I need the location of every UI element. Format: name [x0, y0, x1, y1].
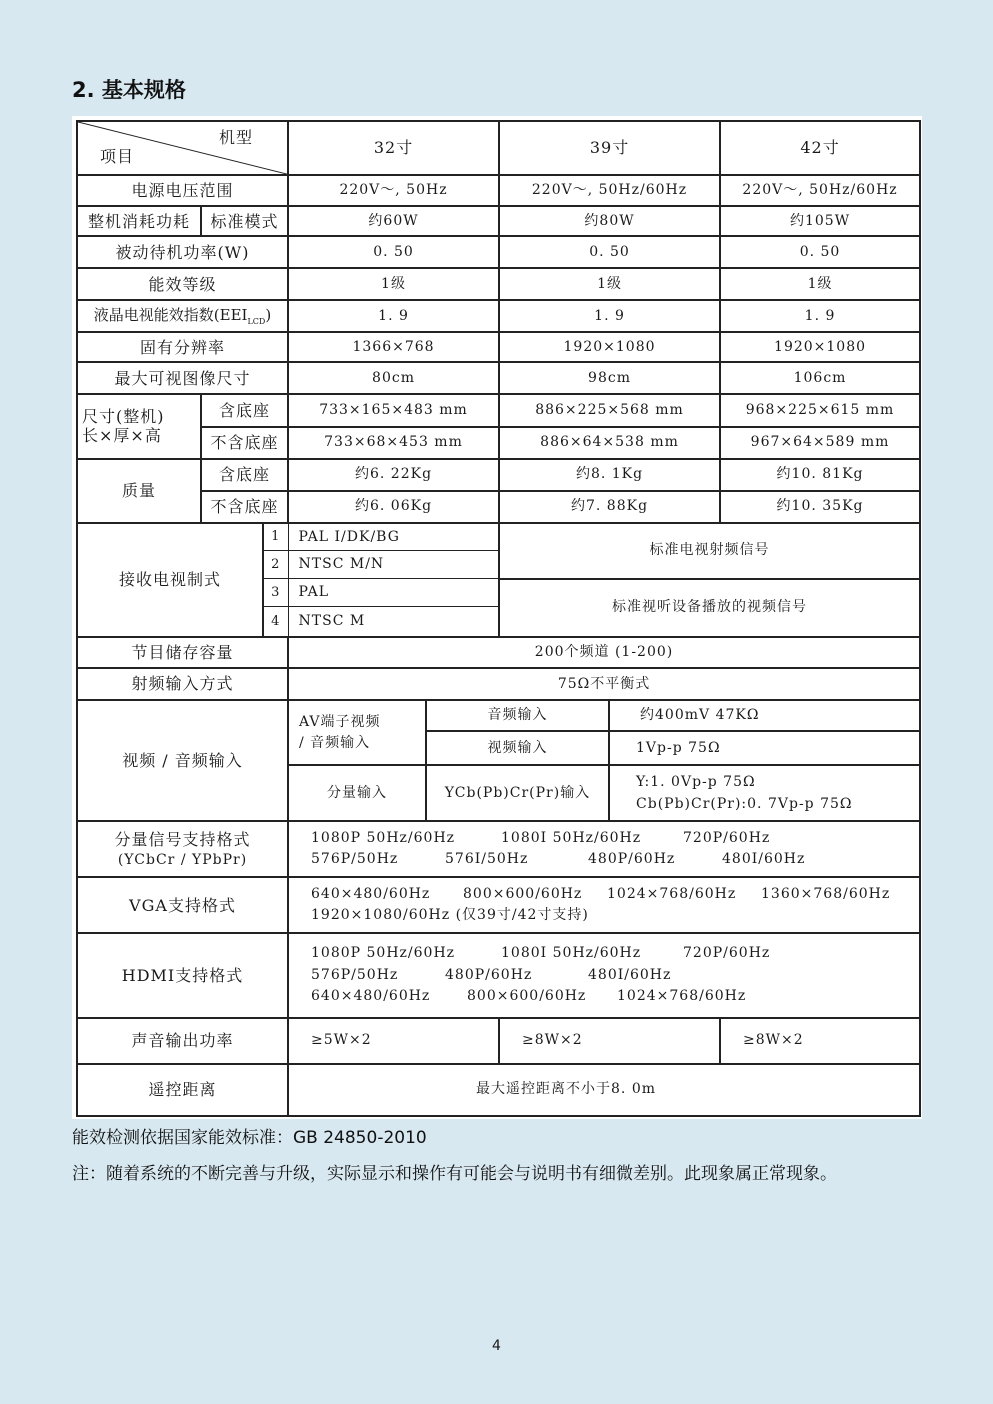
component-formats-label	[77, 821, 288, 877]
size-without-32: 733×68×453 mm	[288, 427, 499, 459]
size-with-32: 733×165×483 mm	[288, 394, 499, 426]
channels-row	[77, 637, 920, 668]
weight-without-base-label: 不含底座	[201, 491, 288, 523]
standby-power-row	[77, 236, 920, 268]
weight-without-42: 约10. 35Kg	[720, 491, 920, 523]
tv-system-item-1: PAL I/DK/BG	[288, 523, 499, 551]
vga-format: 800×600/60Hz	[463, 885, 583, 902]
eei-label	[77, 300, 288, 332]
hdmi-formats-line-3	[311, 986, 915, 1008]
power-supply-row	[77, 175, 920, 206]
av-terminal-label	[288, 700, 426, 765]
page-number: 4	[492, 1338, 501, 1354]
hdmi-formats-row	[77, 933, 920, 1017]
size-without-base-label: 不含底座	[201, 427, 288, 459]
hdmi-format: 480P/60Hz	[445, 966, 533, 983]
channels-label: 节目储存容量	[77, 637, 288, 668]
hdmi-format: 800×600/60Hz	[467, 988, 587, 1005]
model-42: 42寸	[720, 121, 920, 175]
power-consumption-mode: 标准模式	[201, 206, 288, 236]
efficiency-grade-42: 1级	[720, 268, 920, 300]
tv-system-num-1: 1	[263, 523, 288, 551]
component-format: 1080P 50Hz/60Hz	[311, 829, 456, 846]
standby-power-42: 0. 50	[720, 236, 920, 268]
rf-input-row	[77, 668, 920, 700]
vga-formats-row	[77, 877, 920, 933]
component-format: 1080I 50Hz/60Hz	[501, 829, 642, 846]
size-with-base-label: 含底座	[201, 394, 288, 426]
max-image-32: 80cm	[288, 362, 499, 394]
tv-system-desc-2: 标准视听设备播放的视频信号	[499, 579, 920, 637]
audio-output-39: ≥8W×2	[499, 1018, 720, 1064]
remote-label: 遥控距离	[77, 1064, 288, 1116]
tv-system-num-3: 3	[263, 579, 288, 607]
power-consumption-label: 整机消耗功耗	[77, 206, 201, 236]
av-terminal-label-1: AV端子视频	[299, 713, 381, 730]
weight-without-base-row	[77, 491, 920, 523]
efficiency-grade-39: 1级	[499, 268, 720, 300]
power-consumption-39: 约80W	[499, 206, 720, 236]
component-value-2: Cb(Pb)Cr(Pr):0. 7Vp-p 75Ω	[636, 796, 853, 813]
power-consumption-32: 约60W	[288, 206, 499, 236]
power-supply-42: 220V～, 50Hz/60Hz	[720, 175, 920, 206]
tv-system-item-3: PAL	[288, 579, 499, 607]
max-image-label: 最大可视图像尺寸	[77, 362, 288, 394]
eei-32: 1. 9	[288, 300, 499, 332]
audio-output-label: 声音输出功率	[77, 1018, 288, 1064]
weight-without-32: 约6. 06Kg	[288, 491, 499, 523]
size-label-line1: 尺寸(整机)	[82, 407, 165, 427]
power-supply-39: 220V～, 50Hz/60Hz	[499, 175, 720, 206]
size-with-39: 886×225×568 mm	[499, 394, 720, 426]
vga-formats-line-1	[311, 884, 915, 906]
component-input-value	[609, 765, 920, 821]
hdmi-format: 1024×768/60Hz	[617, 988, 747, 1005]
av-terminal-label-2: / 音频输入	[299, 734, 371, 751]
weight-with-39: 约8. 1Kg	[499, 459, 720, 491]
resolution-row	[77, 332, 920, 362]
eei-label-sub: LCD	[247, 317, 266, 327]
resolution-39: 1920×1080	[499, 332, 720, 362]
weight-with-base-row	[77, 459, 920, 491]
eei-42: 1. 9	[720, 300, 920, 332]
tv-system-row-1	[77, 523, 920, 551]
spec-table-container	[72, 116, 922, 1119]
component-input-type: YCb(Pb)Cr(Pr)输入	[426, 765, 609, 821]
size-without-base-row	[77, 427, 920, 459]
channels-value: 200个频道 (1-200)	[288, 637, 920, 668]
model-label: 机型	[219, 128, 254, 147]
component-formats-row	[77, 821, 920, 877]
eei-label-text: 液晶电视能效指数(EEI	[93, 306, 248, 325]
vga-format: 1024×768/60Hz	[607, 885, 737, 902]
model-39: 39寸	[499, 121, 720, 175]
tv-system-label: 接收电视制式	[77, 523, 263, 637]
max-image-39: 98cm	[499, 362, 720, 394]
disclaimer-note: 注：随着系统的不断完善与升级，实际显示和操作有可能会与说明书有细微差别。此现象属正常现象。	[72, 1164, 837, 1184]
notes	[72, 1120, 922, 1192]
header-row	[77, 121, 920, 175]
video-input-label: 视频输入	[426, 731, 609, 765]
component-format: 480I/60Hz	[722, 851, 806, 868]
weight-label: 质量	[77, 459, 201, 523]
component-value-1: Y:1. 0Vp-p 75Ω	[636, 773, 756, 790]
eei-label-end: )	[265, 306, 272, 325]
hdmi-format: 1080I 50Hz/60Hz	[501, 945, 642, 962]
power-consumption-42: 约105W	[720, 206, 920, 236]
av-io-label: 视频 / 音频输入	[77, 700, 288, 821]
component-formats-line-1	[311, 828, 915, 850]
efficiency-grade-label: 能效等级	[77, 268, 288, 300]
hdmi-format: 720P/60Hz	[683, 945, 771, 962]
vga-formats-label: VGA支持格式	[77, 877, 288, 933]
audio-output-32: ≥5W×2	[288, 1018, 499, 1064]
resolution-label: 固有分辨率	[77, 332, 288, 362]
standby-power-label: 被动待机功率(W)	[77, 236, 288, 268]
component-input-label: 分量输入	[288, 765, 426, 821]
remote-value: 最大遥控距离不小于8. 0m	[288, 1064, 920, 1116]
eei-39: 1. 9	[499, 300, 720, 332]
size-without-42: 967×64×589 mm	[720, 427, 920, 459]
audio-output-row	[77, 1018, 920, 1064]
model-32: 32寸	[288, 121, 499, 175]
weight-with-base-label: 含底座	[201, 459, 288, 491]
hdmi-formats-label: HDMI支持格式	[77, 933, 288, 1017]
hdmi-formats-line-1	[311, 943, 915, 965]
remote-row	[77, 1064, 920, 1116]
tv-system-num-2: 2	[263, 551, 288, 579]
tv-system-desc-1: 标准电视射频信号	[499, 523, 920, 579]
tv-system-num-4: 4	[263, 607, 288, 637]
spec-table	[76, 120, 921, 1117]
hdmi-formats-values	[288, 933, 920, 1017]
vga-format: 1360×768/60Hz	[761, 885, 891, 902]
component-formats-line-2	[311, 849, 915, 871]
hdmi-format: 1080P 50Hz/60Hz	[311, 945, 456, 962]
power-consumption-row	[77, 206, 920, 236]
component-formats-label-2: (YCbCr / YPbPr)	[117, 852, 248, 868]
vga-formats-line-2: 1920×1080/60Hz (仅39寸/42寸支持)	[311, 907, 589, 924]
tv-system-item-2: NTSC M/N	[288, 551, 499, 579]
rf-input-label: 射频输入方式	[77, 668, 288, 700]
component-format: 480P/60Hz	[588, 851, 676, 868]
component-format: 576P/50Hz	[311, 851, 399, 868]
audio-input-label: 音频输入	[426, 700, 609, 731]
av-audio-row	[77, 700, 920, 731]
component-formats-values	[288, 821, 920, 877]
component-formats-label-1: 分量信号支持格式	[114, 829, 251, 849]
efficiency-grade-32: 1级	[288, 268, 499, 300]
standard-note: 能效检测依据国家能效标准：GB 24850-2010	[72, 1128, 427, 1148]
weight-without-39: 约7. 88Kg	[499, 491, 720, 523]
standby-power-32: 0. 50	[288, 236, 499, 268]
standby-power-39: 0. 50	[499, 236, 720, 268]
eei-row	[77, 300, 920, 332]
hdmi-format: 640×480/60Hz	[311, 988, 431, 1005]
item-label: 项目	[100, 146, 135, 166]
component-format: 576I/50Hz	[445, 851, 529, 868]
component-format: 720P/60Hz	[683, 829, 771, 846]
weight-with-42: 约10. 81Kg	[720, 459, 920, 491]
header-corner-cell	[77, 121, 288, 175]
tv-system-item-4: NTSC M	[288, 607, 499, 637]
size-with-42: 968×225×615 mm	[720, 394, 920, 426]
power-supply-32: 220V～, 50Hz	[288, 175, 499, 206]
max-image-row	[77, 362, 920, 394]
hdmi-format: 480I/60Hz	[588, 966, 672, 983]
size-label-line2: 长×厚×高	[82, 425, 162, 445]
page-title: 2. 基本规格	[72, 78, 186, 102]
resolution-42: 1920×1080	[720, 332, 920, 362]
resolution-32: 1366×768	[288, 332, 499, 362]
hdmi-format: 576P/50Hz	[311, 966, 399, 983]
power-supply-label: 电源电压范围	[77, 175, 288, 206]
max-image-42: 106cm	[720, 362, 920, 394]
weight-with-32: 约6. 22Kg	[288, 459, 499, 491]
size-label	[77, 394, 201, 458]
vga-format: 640×480/60Hz	[311, 885, 431, 902]
vga-formats-values	[288, 877, 920, 933]
audio-output-42: ≥8W×2	[720, 1018, 920, 1064]
size-without-39: 886×64×538 mm	[499, 427, 720, 459]
hdmi-formats-line-2	[311, 965, 915, 987]
size-with-base-row	[77, 394, 920, 426]
efficiency-grade-row	[77, 268, 920, 300]
rf-input-value: 75Ω不平衡式	[288, 668, 920, 700]
audio-input-value: 约400mV 47KΩ	[609, 700, 920, 731]
video-input-value: 1Vp-p 75Ω	[609, 731, 920, 765]
